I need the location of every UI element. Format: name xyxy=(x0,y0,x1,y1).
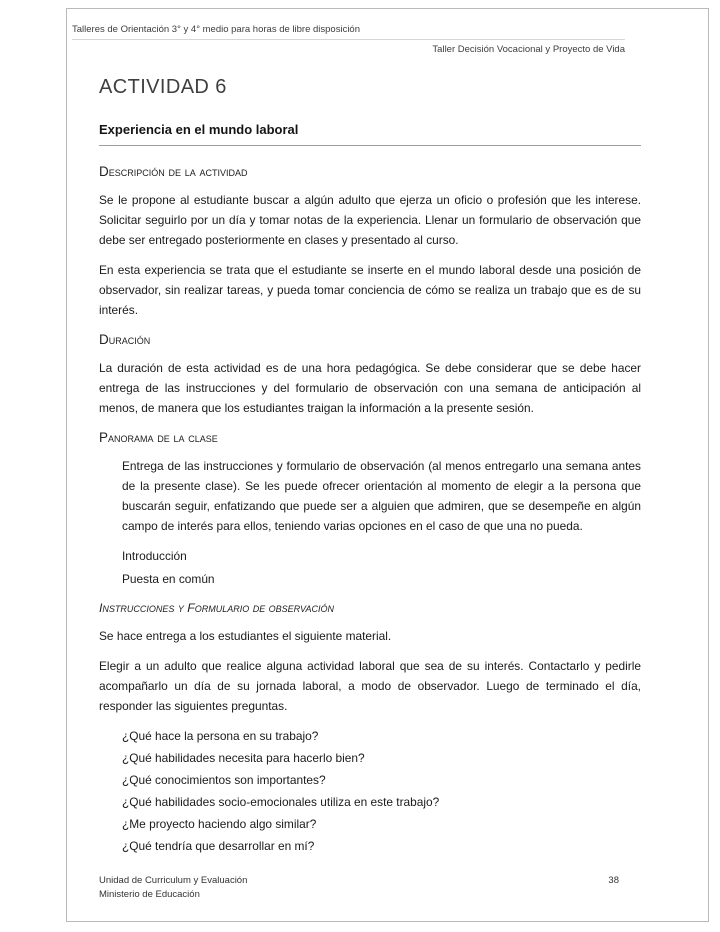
panorama-item-puesta-en-comun: Puesta en común xyxy=(122,572,215,586)
instrucciones-paragraph-2: Elegir a un adulto que realice alguna actividad laboral que sea de su interés. Contactarlo y pedirle acompañarlo un día de su jornada laboral, a modo de observador. Luego de terminado el día, responder las siguientes preguntas. xyxy=(99,659,641,713)
question-item: ¿Qué habilidades socio-emocionales utiliza en este trabajo? xyxy=(122,795,440,809)
question-item: ¿Qué habilidades necesita para hacerlo bien? xyxy=(122,751,365,765)
header-left-text: Talleres de Orientación 3° y 4° medio para horas de libre disposición xyxy=(72,24,625,40)
question-item: ¿Qué tendría que desarrollar en mí? xyxy=(122,839,315,853)
header-right-text: Taller Decisión Vocacional y Proyecto de Vida xyxy=(432,44,625,55)
page-footer xyxy=(99,874,641,902)
instrucciones-paragraph-1: Se hace entrega a los estudiantes el siguiente material. xyxy=(99,629,392,643)
question-item: ¿Me proyecto haciendo algo similar? xyxy=(122,817,317,831)
question-item: ¿Qué hace la persona en su trabajo? xyxy=(122,729,319,743)
section-heading-instrucciones: Instrucciones y Formulario de observación xyxy=(99,601,334,615)
questions-list xyxy=(99,726,641,856)
panorama-item-introduccion: Introducción xyxy=(122,549,187,563)
descripcion-paragraph-1: Se le propone al estudiante buscar a algún adulto que ejerza un oficio o profesión que les interese. Solicitar seguirlo por un día y tomar notas de la experiencia. Llenar un formulario de observación que debe ser entregado posteriormente en clases y presentado al curso. xyxy=(99,193,641,247)
document-body xyxy=(99,76,641,858)
section-heading-duracion: Duración xyxy=(99,332,151,347)
page-number: 38 xyxy=(608,875,619,886)
duracion-paragraph: La duración de esta actividad es de una hora pedagógica. Se debe considerar que se debe hacer entrega de las instrucciones y del formulario de observación con una semana de anticipación al menos, de manera que los estudiantes traigan la información a la presente sesión. xyxy=(99,361,641,415)
footer-org-line-1: Unidad de Curriculum y Evaluación xyxy=(99,875,248,886)
descripcion-paragraph-2: En esta experiencia se trata que el estudiante se inserte en el mundo laboral desde una posición de observador, sin realizar tareas, y pueda tomar conciencia de cómo se realiza un trabajo que es de su interés. xyxy=(99,263,641,317)
activity-subtitle: Experiencia en el mundo laboral xyxy=(99,122,641,146)
footer-org-line-2: Ministerio de Educación xyxy=(99,889,200,900)
question-item: ¿Qué conocimientos son importantes? xyxy=(122,773,326,787)
activity-title: ACTIVIDAD 6 xyxy=(99,76,227,98)
section-heading-panorama: Panorama de la clase xyxy=(99,430,218,445)
section-heading-descripcion: Descripción de la actividad xyxy=(99,164,248,179)
page-header xyxy=(72,24,625,55)
panorama-item-entrega: Entrega de las instrucciones y formulario de observación (al menos entregarlo una semana antes de la presente clase). Se les puede ofrecer orientación al momento de elegir a la persona que buscarán seguir, enfatizando que puede ser a alguien que admiren, que se desempeñe en algún campo de interés para ellos, teniendo varias opciones en el caso de que una no pueda. xyxy=(122,459,641,533)
panorama-list xyxy=(99,456,641,589)
